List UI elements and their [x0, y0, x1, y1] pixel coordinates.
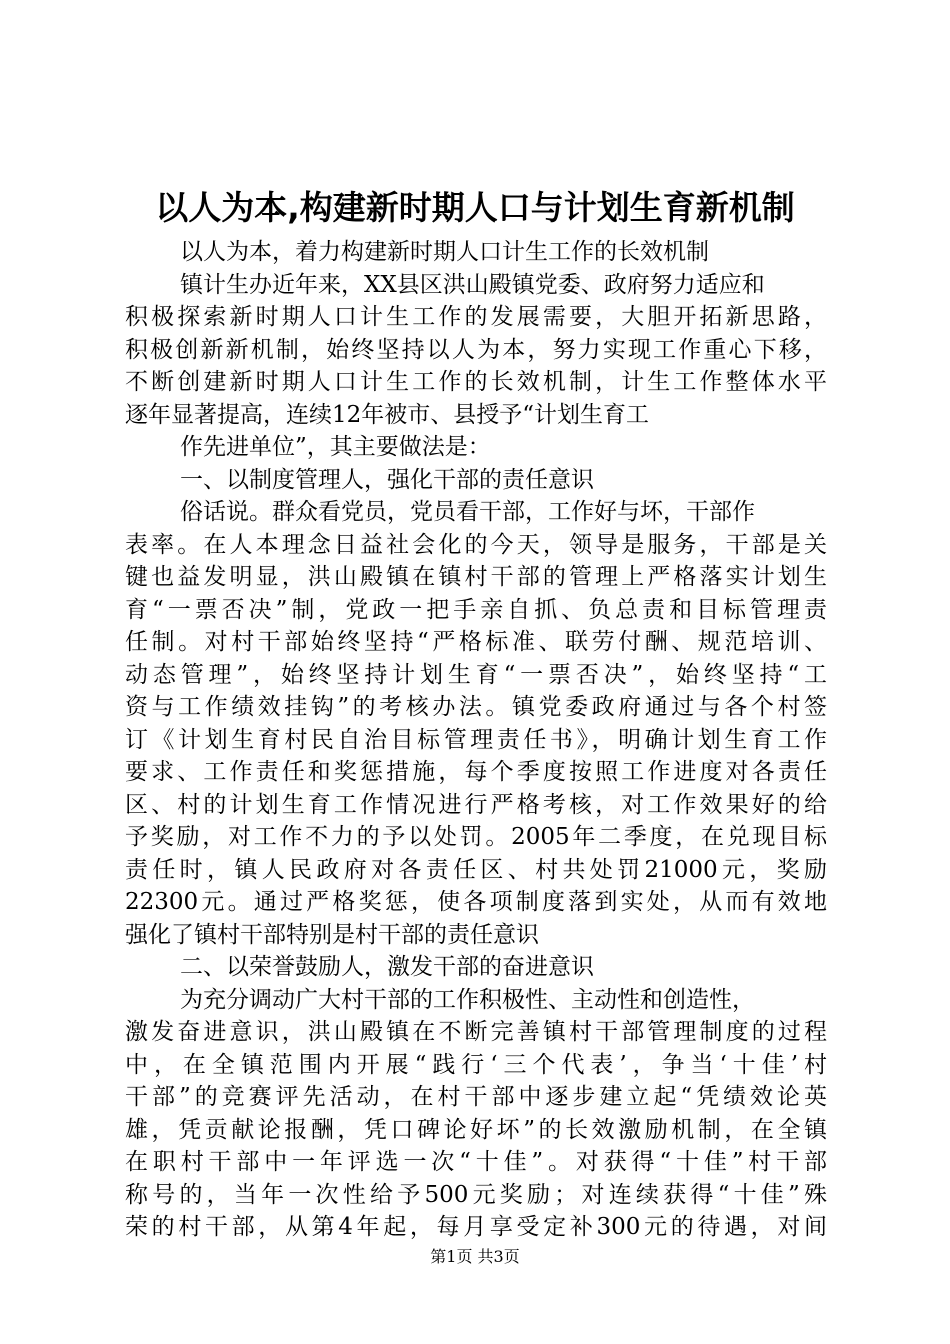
paragraph-line: 在职村干部中一年评选一次“十佳”。对获得“十佳”村干部	[125, 1149, 827, 1175]
paragraph-line: 激发奋进意识，洪山殿镇在不断完善镇村干部管理制度的过程	[125, 1019, 827, 1045]
paragraph-line: 订《计划生育村民自治目标管理责任书》，明确计划生育工作	[125, 726, 827, 753]
paragraph-line: 积极探索新时期人口计生工作的发展需要，大胆开拓新思路，	[125, 304, 827, 330]
paragraph-line: 区、村的计划生育工作情况进行严格考核，对工作效果好的给	[125, 791, 827, 818]
paragraph-line: 表率。在人本理念日益社会化的今天，领导是服务，干部是关	[125, 531, 827, 558]
paragraph-line: 不断创建新时期人口计生工作的长效机制，计生工作整体水平	[125, 369, 827, 395]
paragraph-line: 中，在全镇范围内开展“践行‘三个代表’，争当‘十佳’村	[125, 1051, 827, 1078]
paragraph-line: 俗话说。群众看党员，党员看干部，工作好与坏，干部作	[180, 499, 755, 525]
paragraph-line: 强化了镇村干部特别是村干部的责任意识	[125, 921, 539, 948]
paragraph-line: 22300元。通过严格奖惩，使各项制度落到实处，从而有效地	[125, 889, 827, 915]
paragraph-line: 要求、工作责任和奖惩措施，每个季度按照工作进度对各责任	[125, 759, 827, 785]
paragraph-line: 雄，凭贡献论报酬，凭口碑论好坏”的长效激励机制，在全镇	[125, 1116, 827, 1143]
paragraph-line: 任制。对村干部始终坚持“严格标准、联劳付酬、规范培训、	[125, 629, 827, 655]
paragraph-line: 干部”的竞赛评先活动，在村干部中逐步建立起“凭绩效论英	[125, 1084, 827, 1110]
paragraph-line: 荣的村干部，从第4年起，每月享受定补300元的待遇，对间	[125, 1214, 827, 1240]
paragraph-line: 为充分调动广大村干部的工作积极性、主动性和创造性，	[180, 986, 755, 1013]
paragraph-line: 动态管理”，始终坚持计划生育“一票否决”，始终坚持“工	[125, 661, 827, 688]
paragraph-line: 责任时，镇人民政府对各责任区、村共处罚21000元，奖励	[125, 856, 827, 883]
paragraph-line: 镇计生办近年来，XX县区洪山殿镇党委、政府努力适应和	[180, 271, 765, 298]
section-heading: 二、以荣誉鼓励人，激发干部的奋进意识	[180, 954, 594, 980]
paragraph-line: 育“一票否决”制，党政一把手亲自抓、负总责和目标管理责	[125, 596, 827, 623]
section-heading: 一、以制度管理人，强化干部的责任意识	[180, 466, 594, 493]
paragraph-line: 作先进单位”，其主要做法是：	[180, 434, 491, 460]
paragraph-line: 资与工作绩效挂钩”的考核办法。镇党委政府通过与各个村签	[125, 694, 827, 720]
paragraph-line: 积极创新新机制，始终坚持以人为本，努力实现工作重心下移，	[125, 336, 827, 363]
paragraph-line: 逐年显著提高，连续12年被市、县授予“计划生育工	[125, 401, 650, 428]
paragraph-line: 键也益发明显，洪山殿镇在镇村干部的管理上严格落实计划生	[125, 564, 827, 590]
document-body	[125, 236, 827, 1244]
subtitle-line: 以人为本，着力构建新时期人口计生工作的长效机制	[180, 239, 709, 265]
paragraph-line: 称号的，当年一次性给予500元奖励；对连续获得“十佳”殊	[125, 1181, 827, 1208]
paragraph-line: 予奖励，对工作不力的予以处罚。2005年二季度，在兑现目标	[125, 824, 827, 850]
document-title: 以人为本,构建新时期人口与计划生育新机制	[155, 188, 795, 227]
page-number: 第1页 共3页	[430, 1247, 520, 1266]
